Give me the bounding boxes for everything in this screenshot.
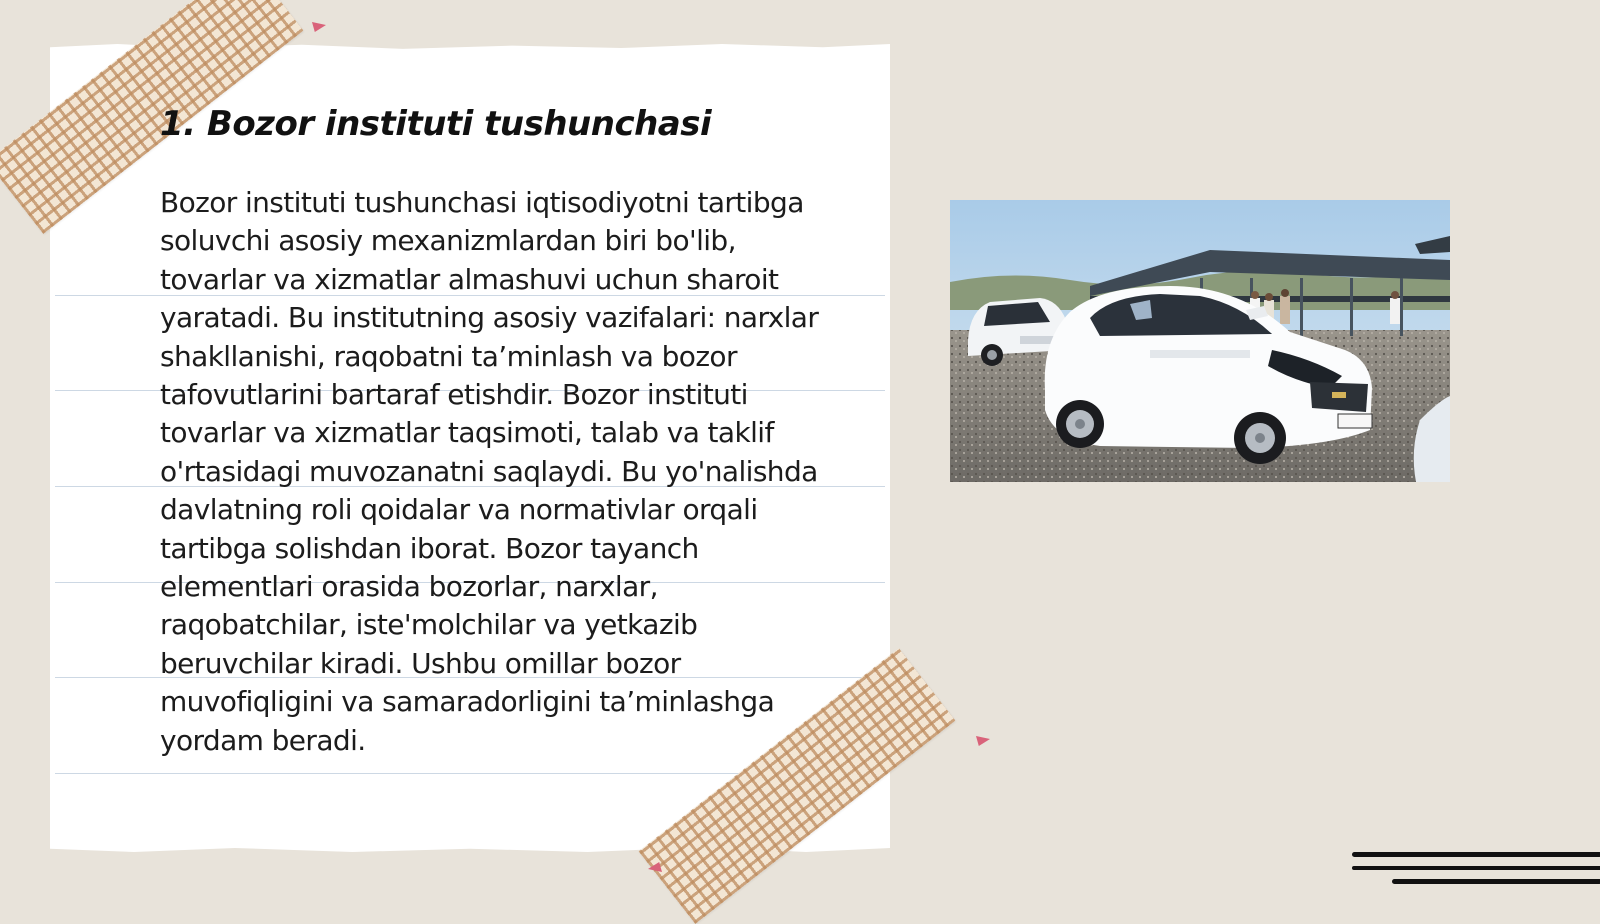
marker-stroke: [1392, 879, 1600, 884]
car-market-photo: [950, 200, 1450, 482]
pin-accent: [976, 736, 990, 746]
marker-stroke: [1352, 852, 1600, 857]
marker-stroke: [1352, 866, 1600, 870]
slide-body-text: Bozor instituti tushunchasi iqtisodiyotni tartibga soluvchi asosiy mexanizmlardan biri bo'lib, tovarlar va xizmatlar almashuvi uchun sharoit yaratadi. Bu institutning asosiy vazifalari: narxlar shakllanishi, raqobatni ta’minlash va bozor tafovutlarini bartaraf etishdir. Bozor instituti tovarlar va xizmatlar taqsimoti, talab va taklif o'rtasidagi muvozanatni saqlaydi. Bu yo'nalishda davlatning roli qoidalar va normativlar orqali tartibga solishdan iborat. Bozor tayanch elementlari orasida bozorlar, narxlar, raqobatchilar, iste'molchilar va yetkazib beruvchilar kiradi. Ushbu omillar bozor muvofiqligini va samaradorligini ta’minlashga yordam beradi.: [160, 186, 819, 757]
pin-accent: [312, 22, 326, 32]
slide-title: 1. Bozor instituti tushunchasi: [160, 104, 712, 144]
